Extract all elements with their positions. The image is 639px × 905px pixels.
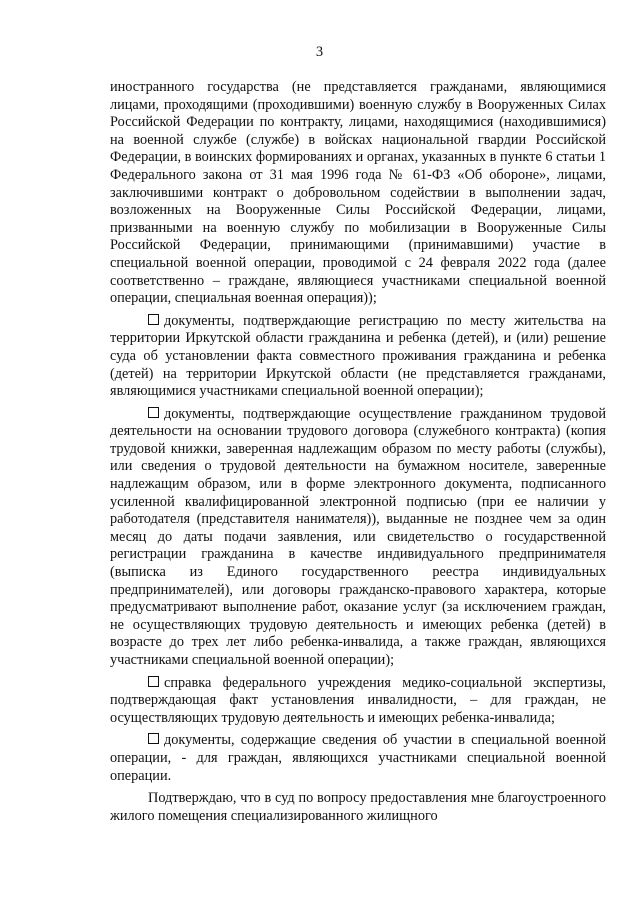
paragraph-continuation — [110, 79, 606, 308]
checkbox-icon — [148, 676, 159, 687]
page-number: 3 — [315, 44, 324, 60]
paragraph-registration-documents — [110, 313, 606, 401]
paragraph-text: справка федерального учреждения медико-социальной экспертизы, подтверждающая факт установления инвалидности, – для граждан, не осуществляющих трудовую деятельность и имеющих ребенка-инвалида; — [110, 674, 606, 726]
checkbox-icon — [148, 407, 159, 418]
paragraph-text: иностранного государства (не представляется гражданами, являющимися лицами, проходящими (проходившими) военную службу в Вооруженных Силах Российской Федерации по контракту, лицами, находящимися (находившимися) на военной службе (службе) в войсках национальной гвардии Российской Федерации, в воинских формированиях и органах, указанных в пункте 6 статьи 1 Федерального закона от 31 мая 1996 года № 61-ФЗ «Об обороне», лицами, заключившими контракт о добровольном содействии в выполнении задач, возложенных на Вооруженные Силы Российской Федерации, лицами, призванными на военную службу по мобилизации в Вооруженные Силы Российской Федерации, принимающими (принимавшими) участие в специальной военной операции, проводимой с 24 февраля 2022 года (далее соответственно – граждане, являющиеся участниками специальной военной операции, специальная военная операция)); — [110, 79, 606, 307]
paragraph-text: Подтверждаю, что в суд по вопросу предоставления мне благоустроенного жилого помещения специализированного жилищного — [110, 790, 606, 824]
checkbox-icon — [148, 733, 159, 744]
paragraph-confirmation — [110, 790, 606, 825]
paragraph-text: документы, подтверждающие регистрацию по месту жительства на территории Иркутской области гражданина и ребенка (детей), и (или) решение суда об установлении факта совместного проживания гражданина и ребенка (детей) на территории Иркутской области (не представляется гражданами, являющимися участниками специальной военной операции); — [110, 312, 606, 400]
paragraph-text: документы, подтверждающие осуществление гражданином трудовой деятельности на основании трудового договора (служебного контракта) (копия трудовой книжки, заверенная надлежащим образом по месту работы (службы), или сведения о трудовой деятельности на бумажном носителе, заверенные надлежащим образом, или в форме электронного документа, подписанного усиленной квалифицированной электронной подписью (при ее наличии у работодателя (представителя нанимателя)), выданные не позднее чем за один месяц до даты подачи заявления, или свидетельство о государственной регистрации гражданина в качестве индивидуального предпринимателя (выписка из Единого государственного реестра индивидуальных предпринимателей), или договоры гражданско-правового характера, которые предусматривают выполнение работ, оказание услуг (за исключением граждан, не осуществляющих трудовую деятельность и имеющих ребенка (детей) в возрасте до трех лет либо ребенка-инвалида, а также граждан, являющихся участниками специальной военной операции); — [110, 405, 606, 668]
paragraph-employment-documents — [110, 406, 606, 670]
document-body — [110, 79, 606, 825]
paragraph-text: документы, содержащие сведения об участии в специальной военной операции, - для граждан, являющихся участниками специальной военной операции. — [110, 732, 606, 784]
paragraph-svo-documents — [110, 732, 606, 785]
paragraph-disability-certificate — [110, 675, 606, 728]
checkbox-icon — [148, 314, 159, 325]
